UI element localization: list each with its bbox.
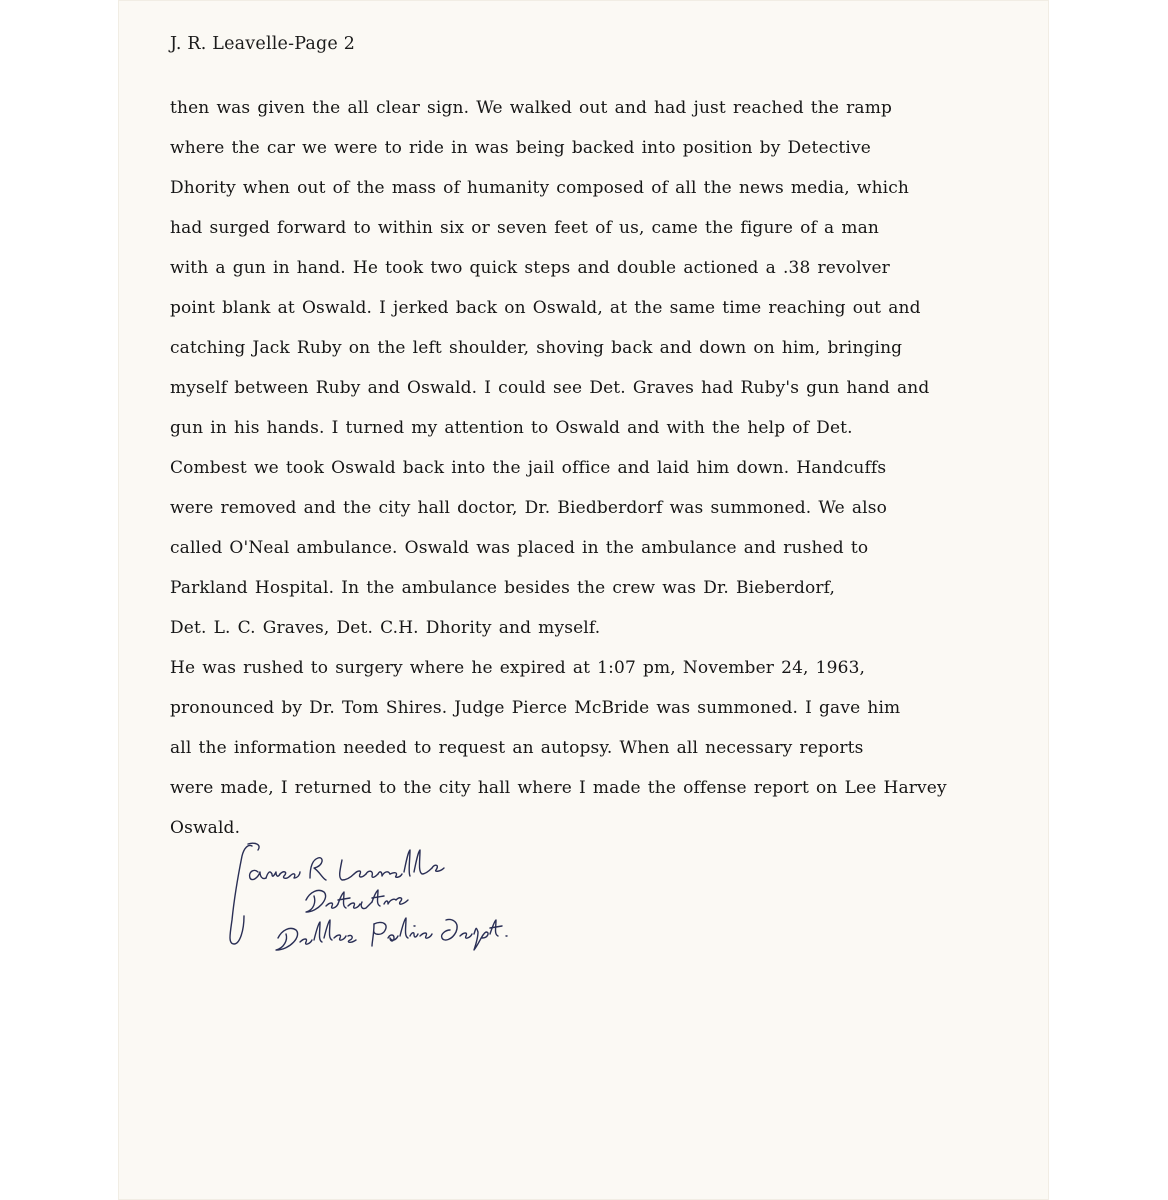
body-line: all the information needed to request an autopsy. When all necessary reports: [170, 738, 864, 758]
handwritten-signature: [214, 838, 534, 978]
body-line: Dhority when out of the mass of humanity composed of all the news media, which: [170, 178, 910, 198]
body-line: were removed and the city hall doctor, Dr. Biedberdorf was summoned. We also: [170, 498, 887, 518]
body-line: had surged forward to within six or seven feet of us, came the figure of a man: [170, 218, 879, 238]
body-line: Oswald.: [170, 818, 241, 838]
body-line: gun in his hands. I turned my attention to Oswald and with the help of Det.: [170, 418, 853, 438]
body-line: point blank at Oswald. I jerked back on Oswald, at the same time reaching out and: [170, 298, 921, 318]
body-line: myself between Ruby and Oswald. I could see Det. Graves had Ruby's gun hand and: [170, 378, 930, 398]
body-line: Det. L. C. Graves, Det. C.H. Dhority and myself.: [170, 618, 601, 638]
signature-icon: [214, 838, 534, 978]
body-line: Combest we took Oswald back into the jail office and laid him down. Handcuffs: [170, 458, 887, 478]
body-line: where the car we were to ride in was being backed into position by Detective: [170, 138, 871, 158]
body-line: Parkland Hospital. In the ambulance besides the crew was Dr. Bieberdorf,: [170, 578, 836, 598]
body-line: called O'Neal ambulance. Oswald was placed in the ambulance and rushed to: [170, 538, 869, 558]
body-line: then was given the all clear sign. We walked out and had just reached the ramp: [170, 98, 892, 118]
body-line: catching Jack Ruby on the left shoulder, shoving back and down on him, bringing: [170, 338, 903, 358]
body-line: with a gun in hand. He took two quick steps and double actioned a .38 revolver: [170, 258, 890, 278]
body-line: pronounced by Dr. Tom Shires. Judge Pierce McBride was summoned. I gave him: [170, 698, 901, 718]
body-line: were made, I returned to the city hall where I made the offense report on Lee Harvey: [170, 778, 947, 798]
body-line: He was rushed to surgery where he expired at 1:07 pm, November 24, 1963,: [170, 658, 866, 678]
running-head: J. R. Leavelle-Page 2: [170, 34, 356, 54]
